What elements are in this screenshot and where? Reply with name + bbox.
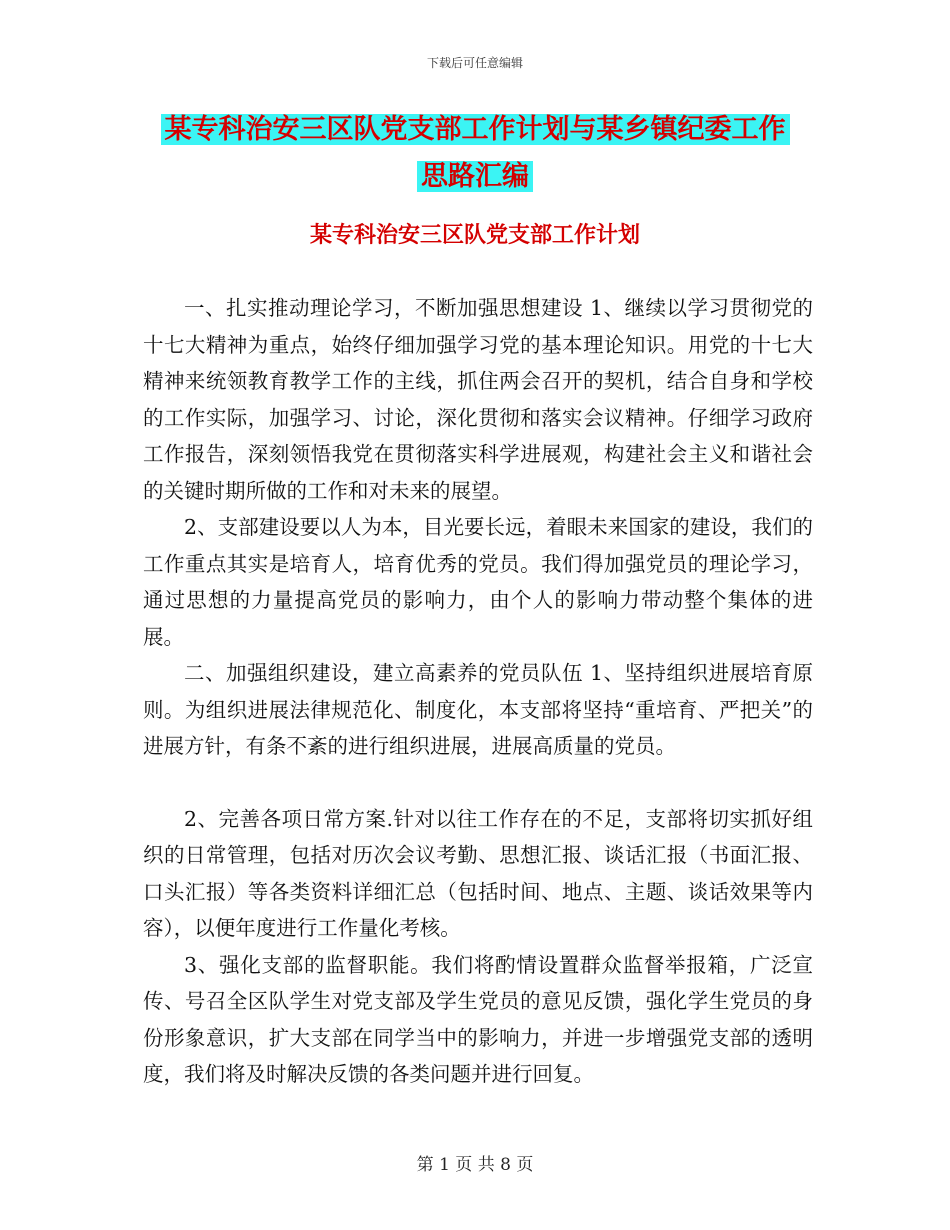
document-title — [0, 106, 950, 200]
page-footer: 第 1 页 共 8 页 — [416, 1155, 534, 1175]
paragraph: 二、加强组织建设，建立高素养的党员队伍 1、坚持组织进展培育原则。为组织进展法律规范化、制度化，本支部将坚持“重培育、严把关”的进展方针，有条不紊的进行组织进展，进展高质量的党员。 — [143, 661, 813, 758]
title-line-1: 某专科治安三区队党支部工作计划与某乡镇纪委工作 — [161, 114, 790, 145]
title-line-2: 思路汇编 — [417, 161, 533, 192]
paragraph: 2、支部建设要以人为本，目光要长远，着眼未来国家的建设，我们的工作重点其实是培育人，培育优秀的党员。我们得加强党员的理论学习，通过思想的力量提高党员的影响力，由个人的影响力带动整个集体的进展。 — [143, 515, 813, 649]
document-body — [143, 290, 813, 1093]
section-title: 某专科治安三区队党支部工作计划 — [309, 222, 640, 248]
paragraph: 一、扎实推动理论学习，不断加强思想建设 1、继续以学习贯彻党的十七大精神为重点，始终仔细加强学习党的基本理论知识。用党的十七大精神来统领教育教学工作的主线，抓住两会召开的契机，结合自身和学校的工作实际，加强学习、讨论，深化贯彻和落实会议精神。仔细学习政府工作报告，深刻领悟我党在贯彻落实科学进展观，构建社会主义和谐社会的关键时期所做的工作和对未来的展望。 — [143, 296, 813, 503]
header-note: 下载后可任意编辑 — [426, 56, 523, 70]
paragraph: 2、完善各项日常方案.针对以往工作存在的不足，支部将切实抓好组织的日常管理，包括对历次会议考勤、思想汇报、谈话汇报（书面汇报、口头汇报）等各类资料详细汇总（包括时间、地点、主题、谈话效果等内容），以便年度进行工作量化考核。 — [143, 806, 813, 940]
paragraph: 3、强化支部的监督职能。我们将酌情设置群众监督举报箱，广泛宣传、号召全区队学生对党支部及学生党员的意见反馈，强化学生党员的身份形象意识，扩大支部在同学当中的影响力，并进一步增强党支部的透明度，我们将及时解决反馈的各类问题并进行回复。 — [143, 952, 813, 1086]
